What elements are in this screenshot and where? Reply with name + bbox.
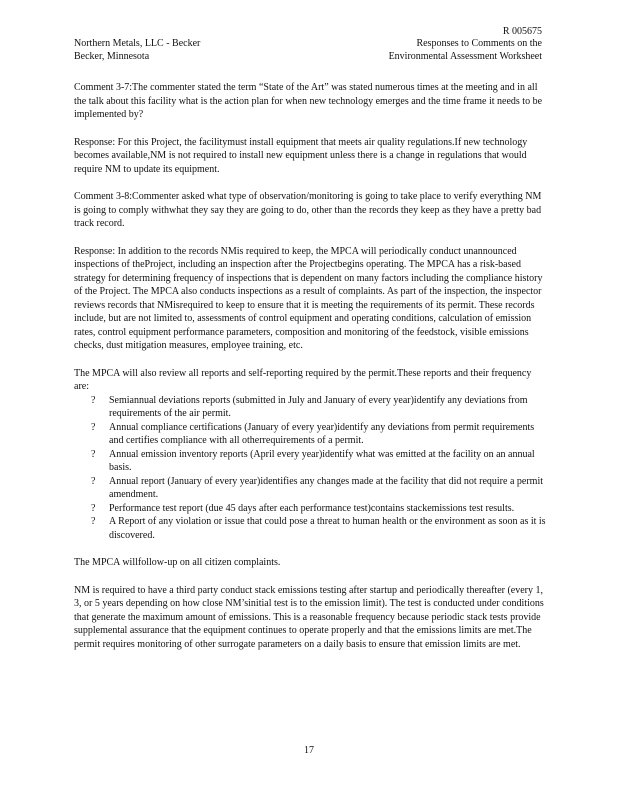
- report-list: [74, 394, 546, 543]
- header-doc-title-line1: Responses to Comments on the: [416, 38, 542, 49]
- comment-3-7: Comment 3-7:The commenter stated the term “State of the Art” was stated numerous times at the meeting and in all the talk about this facility what is the action plan for when new technology emerges and the time frame it needs to be implemented by?: [74, 82, 543, 120]
- stack-testing-paragraph: NM is required to have a third party conduct stack emissions testing after startup and periodically thereafter (every 1, 3, or 5 years depending on how close NM’sinitial test is to the emission limit). The test is conducted under conditions that generate the maximum amount of emissions. This is a reasonable frequency because periodic stack tests provide supplemental assurance that the equipment continues to operate properly and that the emissions limits are met.The permit requires monitoring of other surrogate parameters on a daily basis to ensure that emission limits are met.: [74, 584, 544, 650]
- list-item: [74, 448, 546, 475]
- bullet-glyph: ?: [91, 502, 96, 514]
- list-item-text: Performance test report (due 45 days after each performance test)contains stackemissions test results.: [109, 502, 515, 514]
- list-item-text: Annual compliance certifications (January of every year)identify any deviations from permit requirements and certifies compliance with all otherrequirements of a permit.: [109, 421, 535, 446]
- header-location: Becker, Minnesota: [74, 50, 150, 62]
- list-item-text: Semiannual deviations reports (submitted in July and January of every year)identify any deviations from requirements of the air permit.: [109, 394, 528, 419]
- bullet-glyph: ?: [91, 475, 96, 487]
- bullet-glyph: ?: [91, 448, 96, 460]
- list-item-text: A Report of any violation or issue that could pose a threat to human health or the environment as soon as it is discovered.: [109, 516, 546, 541]
- document-body: [74, 81, 546, 665]
- list-item: [74, 502, 546, 516]
- list-item: [74, 394, 546, 421]
- list-item-text: Annual emission inventory reports (April every year)identify what was emitted at the facility on an annual basis.: [109, 448, 535, 473]
- response-3-8: Response: In addition to the records NMis required to keep, the MPCA will periodically conduct unannounced inspections of theProject, including an inspection after the Projectbegins operating. The MPCA has a risk-based strategy for determining frequency of inspections that is dependent on many factors including the compliance history of the Project. The MPCA also conducts inspections as a result of complaints. As part of the inspection, the inspector reviews records that NMisrequired to keep to ensure that it is meeting the requirements of its permit. These records include, but are not limited to, assessments of control equipment and operating conditions, calculation of emission rates, control equipment performance parameters, composition and monitoring of the feedstock, visible emissions checks, dust mitigation measures, employee training, etc.: [74, 245, 543, 351]
- list-item-text: Annual report (January of every year)identifies any changes made at the facility that did not require a permit amendment.: [109, 475, 543, 500]
- header-company: Northern Metals, LLC - Becker: [74, 38, 201, 49]
- bates-number: R 005675: [502, 26, 542, 37]
- bullet-glyph: ?: [91, 394, 96, 406]
- reports-intro: The MPCA will also review all reports and self-reporting required by the permit.These reports and their frequency are:: [74, 367, 532, 392]
- list-item: [74, 515, 546, 542]
- header-left: [74, 38, 200, 63]
- comment-3-8: Comment 3-8:Commenter asked what type of observation/monitoring is going to take place to verify everything NM is going to comply withwhat they say they are going to do, other than the records they keep as they have a pretty bad track record.: [74, 191, 542, 229]
- followup-statement: The MPCA willfollow-up on all citizen complaints.: [74, 557, 281, 568]
- list-item: [74, 475, 546, 502]
- bullet-glyph: ?: [91, 421, 96, 433]
- list-item: [74, 421, 546, 448]
- response-3-7: Response: For this Project, the facilitymust install equipment that meets air quality regulations.If new technology becomes available,NM is not required to install new equipment unless there is a change in regulations that would require NM to update its equipment.: [74, 136, 528, 175]
- header-right: [389, 38, 542, 63]
- header-doc-title-line2: Environmental Assessment Worksheet: [388, 50, 542, 62]
- bullet-glyph: ?: [91, 516, 96, 527]
- page-number: 17: [304, 745, 314, 756]
